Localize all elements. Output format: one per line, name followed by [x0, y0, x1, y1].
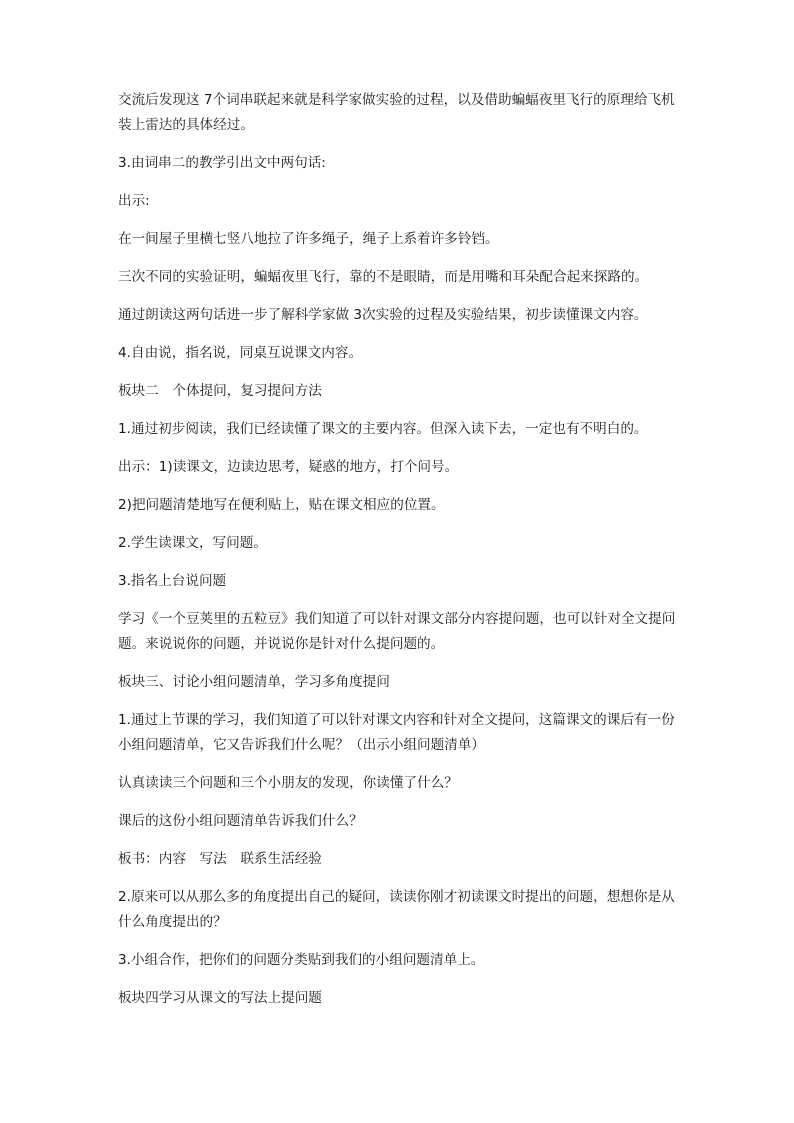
- paragraph-step-3b: 3.指名上台说问题: [118, 573, 227, 589]
- paragraph-summary: 交流后发现这 7个词串联起来就是科学家做实验的过程，以及借助蝙蝠夜里飞行的原理给飞机装上雷达的具体经过。: [118, 92, 675, 133]
- paragraph-step-2: 2.学生读课文，写问题。: [118, 535, 267, 551]
- paragraph-step-4: 4.自由说，指名说，同桌互说课文内容。: [118, 345, 363, 361]
- paragraph-reading-note: 通过朗读这两句话进一步了解科学家做 3次实验的过程及实验结果，初步读懂课文内容。: [118, 307, 648, 323]
- section-heading-4: 板块四学习从课文的写法上提问题: [118, 990, 322, 1006]
- paragraph-show-1: 出示：1)读课文，边读边思考，疑惑的地方，打个问号。: [118, 459, 459, 475]
- paragraph-step-1b: 1.通过上节课的学习，我们知道了可以针对课文内容和针对全文提问，这篇课文的课后有一份小组问题清单，它又告诉我们什么呢？（出示小组问题清单）: [118, 712, 675, 753]
- section-heading-2: 板块二 个体提问，复习提问方法: [118, 383, 322, 399]
- paragraph-list-meaning: 课后的这份小组问题清单告诉我们什么？: [118, 813, 363, 829]
- paragraph-board-notes: 板书：内容 写法 联系生活经验: [118, 851, 322, 867]
- paragraph-read-questions: 认真读读三个问题和三个小朋友的发现，你读懂了什么？: [118, 775, 458, 791]
- paragraph-learning-note: 学习《一个豆荚里的五粒豆》我们知道了可以针对课文部分内容提问题，也可以针对全文提问题。来说说你的问题，并说说你是针对什么提问题的。: [118, 611, 676, 652]
- paragraph-step-1: 1.通过初步阅读，我们已经读懂了课文的主要内容。但深入读下去，一定也有不明白的。: [118, 421, 648, 437]
- paragraph-step-2b: 2.原来可以从那么多的角度提出自己的疑问，读读你刚才初读课文时提出的问题，想想你是从什么角度提出的？: [118, 889, 675, 930]
- paragraph-show-label: 出示:: [118, 193, 150, 209]
- section-heading-3: 板块三、讨论小组问题清单，学习多角度提问: [118, 674, 390, 690]
- paragraph-show-2: 2)把问题清楚地写在便利贴上，贴在课文相应的位置。: [118, 497, 445, 513]
- paragraph-step-3: 3.由词串二的教学引出文中两句话:: [118, 155, 326, 171]
- paragraph-quote-2: 三次不同的实验证明，蝙蝠夜里飞行，靠的不是眼睛，而是用嘴和耳朵配合起来探路的。: [118, 269, 649, 285]
- paragraph-step-3c: 3.小组合作，把你们的问题分类贴到我们的小组问题清单上。: [118, 952, 485, 968]
- paragraph-quote-1: 在一间屋子里横七竖八地拉了许多绳子，绳子上系着许多铃铛。: [118, 231, 499, 247]
- document-page: [118, 88, 680, 1011]
